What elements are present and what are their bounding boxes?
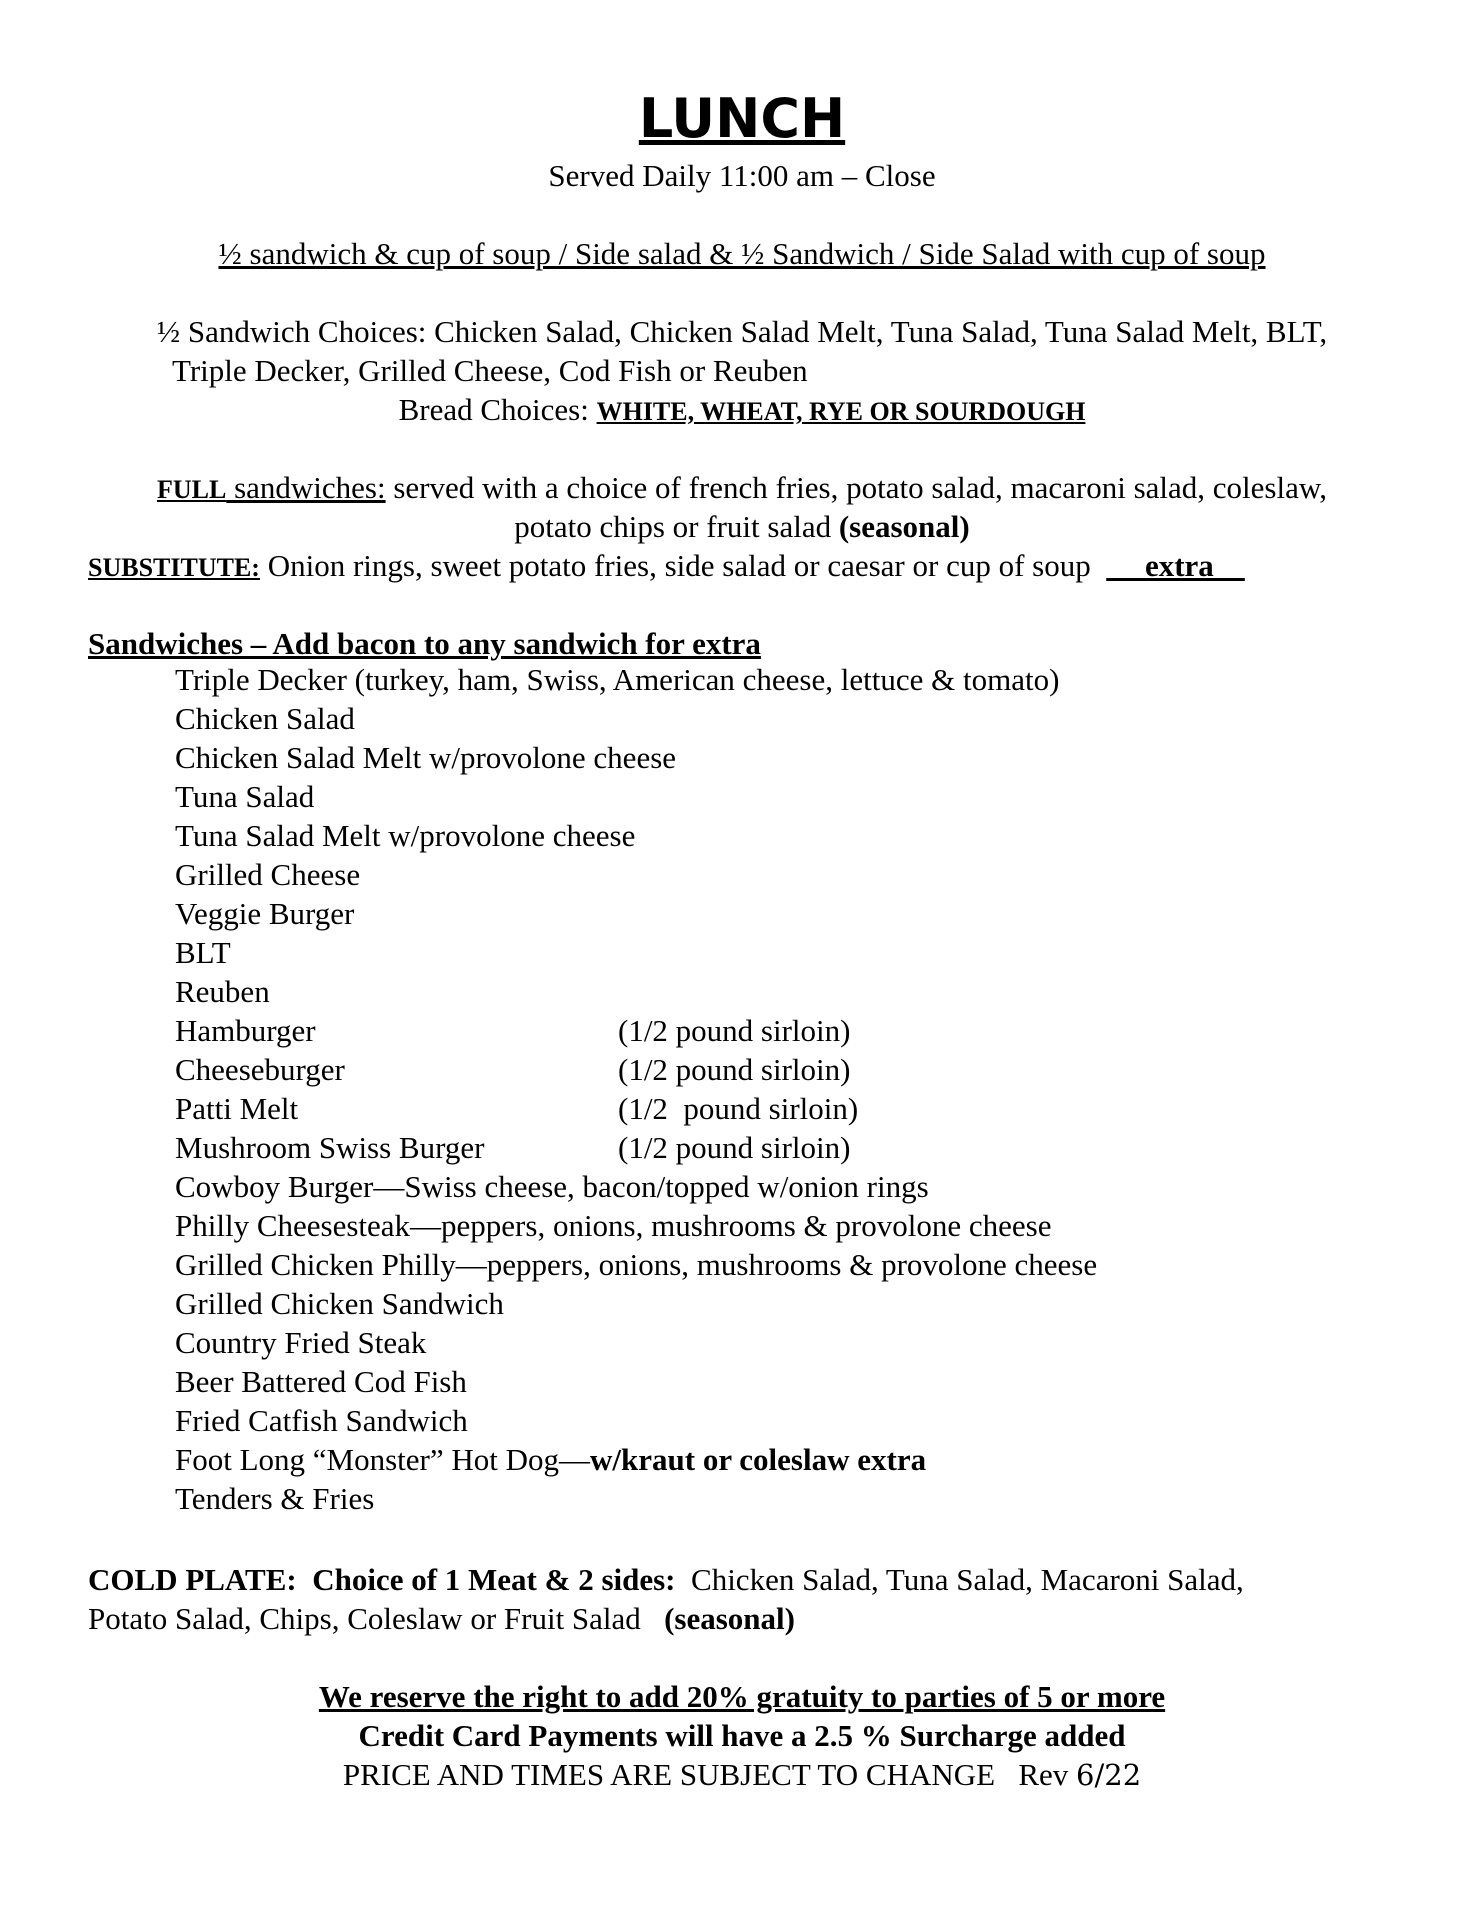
hotdog-extra: w/kraut or coleslaw extra <box>590 1442 927 1477</box>
served-hours: Served Daily 11:00 am – Close <box>548 158 936 193</box>
change-notice <box>0 1755 1484 1795</box>
full-label: FULL <box>156 475 227 504</box>
half-sandwich-choices-line1: ½ Sandwich Choices: Chicken Salad, Chicken Salad Melt, Tuna Salad, Tuna Salad Melt, BLT, <box>156 314 1328 349</box>
sandwich-item <box>175 1362 1097 1401</box>
substitute-text: Onion rings, sweet potato fries, side salad or caesar or cup of soup <box>259 548 1107 583</box>
cold-plate-text2: Potato Salad, Chips, Coleslaw or Fruit Salad <box>88 1601 665 1636</box>
sandwich-item-note: (1/2 pound sirloin) <box>618 1091 859 1126</box>
sandwich-item <box>175 894 1097 933</box>
sandwich-item <box>175 816 1097 855</box>
sandwich-item <box>175 1167 1097 1206</box>
sandwich-item-name: Patti Melt <box>175 1091 299 1126</box>
sandwich-item-name: Country Fried Steak <box>175 1325 427 1360</box>
surcharge-notice: Credit Card Payments will have a 2.5 % Surcharge added <box>358 1718 1126 1753</box>
sandwich-item-name: Veggie Burger <box>175 896 355 931</box>
sandwich-item-name: Tenders & Fries <box>175 1481 375 1516</box>
sandwich-item-name: BLT <box>175 935 231 970</box>
sandwich-item-name: Grilled Chicken Sandwich <box>175 1286 504 1321</box>
sandwich-item <box>175 1089 1097 1128</box>
full-sandwiches-text2: potato chips or fruit salad <box>514 509 839 544</box>
sandwich-item-name: Foot Long “Monster” Hot Dog— <box>175 1442 591 1477</box>
sandwich-item-note: (1/2 pound sirloin) <box>618 1130 851 1165</box>
full-sandwiches-line2 <box>0 507 1484 546</box>
substitute-extra: extra <box>1106 548 1245 583</box>
substitute-line <box>88 546 1245 587</box>
half-sandwich-choices-line2-text: Triple Decker, Grilled Cheese, Cod Fish or Reuben <box>172 353 808 388</box>
revision: 6/22 <box>1076 1758 1142 1792</box>
sandwich-item-name: Triple Decker (turkey, ham, Swiss, American cheese, lettuce & tomato) <box>175 662 1060 697</box>
sandwich-item <box>175 1245 1097 1284</box>
cold-plate-line2 <box>88 1599 795 1638</box>
cold-plate-label: COLD PLATE: Choice of 1 Meat & 2 sides: <box>88 1562 676 1597</box>
bread-choices <box>0 390 1484 431</box>
sandwich-item-name: Hamburger <box>175 1013 316 1048</box>
sandwich-item <box>175 1050 1097 1089</box>
sandwich-item-name: Chicken Salad Melt w/provolone cheese <box>175 740 677 775</box>
sandwich-list <box>175 660 1097 1518</box>
sandwich-item-name: Reuben <box>175 974 270 1009</box>
sandwich-item-name: Philly Cheesesteak—peppers, onions, mushrooms & provolone cheese <box>175 1208 1052 1243</box>
combo-options: ½ sandwich & cup of soup / Side salad & ½ Sandwich / Side Salad with cup of soup <box>218 236 1266 271</box>
sandwich-item-name: Fried Catfish Sandwich <box>175 1403 468 1438</box>
cold-plate-line1 <box>88 1560 1244 1599</box>
full-sandwiches-label: sandwiches: <box>226 470 386 505</box>
gratuity-notice: We reserve the right to add 20% gratuity to parties of 5 or more <box>318 1679 1166 1714</box>
sandwich-item <box>175 855 1097 894</box>
cold-plate-text1: Chicken Salad, Tuna Salad, Macaroni Salad, <box>675 1562 1244 1597</box>
sandwich-item-name: Cowboy Burger—Swiss cheese, bacon/topped w/onion rings <box>175 1169 929 1204</box>
sandwich-item <box>175 1401 1097 1440</box>
sandwich-item-name: Beer Battered Cod Fish <box>175 1364 467 1399</box>
sandwich-item-name: Grilled Cheese <box>175 857 361 892</box>
sandwich-item <box>175 1284 1097 1323</box>
sandwich-item <box>175 777 1097 816</box>
sandwich-item-name: Chicken Salad <box>175 701 355 736</box>
sandwich-item <box>175 1128 1097 1167</box>
full-sandwiches-text: served with a choice of french fries, potato salad, macaroni salad, coleslaw, <box>385 470 1327 505</box>
sandwich-item-note: (1/2 pound sirloin) <box>618 1013 851 1048</box>
sandwich-item <box>175 1479 1097 1518</box>
change-notice-text: PRICE AND TIMES ARE SUBJECT TO CHANGE Rev <box>342 1757 1077 1792</box>
bread-choices-values: WHITE, WHEAT, RYE OR SOURDOUGH <box>596 397 1086 426</box>
sandwich-item <box>175 1440 1097 1479</box>
sandwich-item-name: Tuna Salad Melt w/provolone cheese <box>175 818 636 853</box>
sandwich-item-name: Mushroom Swiss Burger <box>175 1130 485 1165</box>
sandwich-item <box>175 933 1097 972</box>
sandwich-item <box>175 1206 1097 1245</box>
sandwich-item <box>175 1323 1097 1362</box>
sandwiches-heading: Sandwiches – Add bacon to any sandwich for extra <box>88 626 761 661</box>
cold-plate-seasonal: (seasonal) <box>664 1601 795 1636</box>
full-sandwiches-line1 <box>0 468 1484 509</box>
sandwich-item <box>175 738 1097 777</box>
sandwich-item <box>175 660 1097 699</box>
page-title: LUNCH <box>638 87 846 150</box>
full-seasonal: (seasonal) <box>838 509 970 544</box>
sandwich-item-note: (1/2 pound sirloin) <box>618 1052 851 1087</box>
sandwich-item-name: Tuna Salad <box>175 779 315 814</box>
sandwich-item <box>175 1011 1097 1050</box>
bread-choices-label: Bread Choices: <box>398 392 597 427</box>
sandwich-item-name: Grilled Chicken Philly—peppers, onions, mushrooms & provolone cheese <box>175 1247 1098 1282</box>
sandwich-item <box>175 699 1097 738</box>
sandwich-item-name: Cheeseburger <box>175 1052 345 1087</box>
sandwich-item <box>175 972 1097 1011</box>
substitute-label: SUBSTITUTE: <box>88 553 260 582</box>
